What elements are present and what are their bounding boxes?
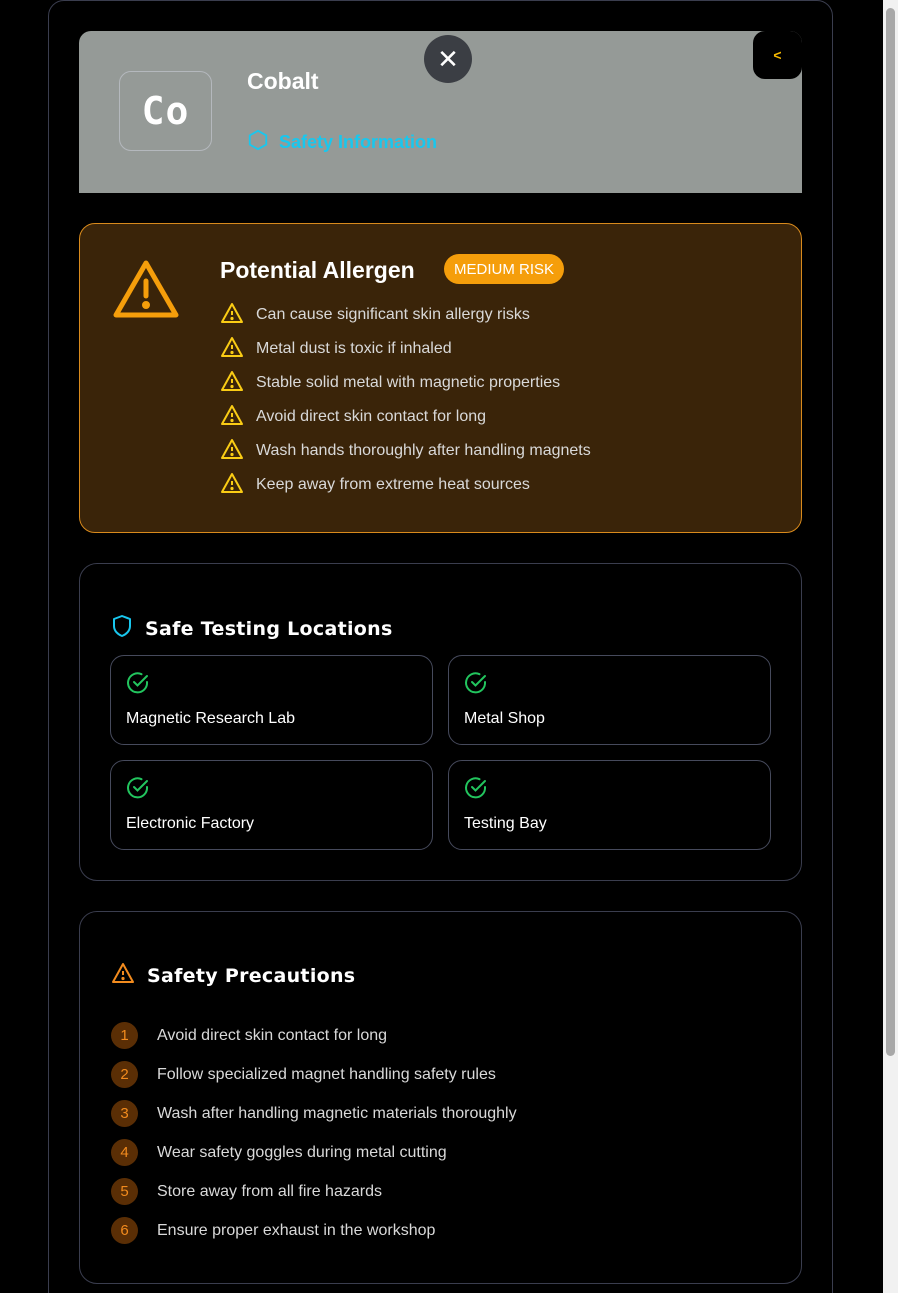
safety-precautions-card [79, 911, 802, 1284]
location-label: Testing Bay [464, 815, 547, 832]
precaution-item [111, 1055, 517, 1094]
step-number: 1 [111, 1022, 138, 1049]
check-circle-icon [126, 671, 150, 700]
location-card[interactable] [448, 655, 771, 745]
safety-info-label: Safety Information [279, 132, 438, 152]
precaution-item [111, 1211, 517, 1250]
precautions-list [111, 1016, 517, 1250]
chevron-left-icon: < [773, 47, 782, 63]
location-card[interactable] [110, 760, 433, 850]
warning-icon [220, 302, 244, 329]
check-circle-icon [464, 671, 488, 700]
step-number: 2 [111, 1061, 138, 1088]
location-card[interactable] [448, 760, 771, 850]
precaution-item [111, 1094, 517, 1133]
safe-locations-title: Safe Testing Locations [145, 617, 393, 640]
warning-triangle-icon [111, 962, 135, 989]
warning-icon [220, 404, 244, 431]
warning-text: Stable solid metal with magnetic properties [256, 374, 561, 391]
location-label: Metal Shop [464, 710, 545, 727]
warning-item [220, 366, 591, 400]
warning-text: Wash hands thoroughly after handling magnets [256, 442, 591, 459]
safe-locations-card [79, 563, 802, 881]
element-name: Cobalt [247, 68, 319, 94]
warning-text: Can cause significant skin allergy risks [256, 306, 530, 323]
hexagon-icon [247, 129, 269, 156]
warning-item [220, 434, 591, 468]
precaution-text: Avoid direct skin contact for long [157, 1026, 388, 1044]
warning-item [220, 400, 591, 434]
warning-item [220, 298, 591, 332]
precaution-item [111, 1172, 517, 1211]
precaution-text: Store away from all fire hazards [157, 1182, 382, 1200]
close-button[interactable] [424, 35, 472, 83]
warning-icon [220, 438, 244, 465]
precaution-text: Wash after handling magnetic materials thoroughly [157, 1104, 517, 1122]
warning-icon [220, 472, 244, 499]
scrollbar-thumb[interactable] [886, 8, 895, 1056]
warning-text: Keep away from extreme heat sources [256, 476, 530, 493]
safety-info-heading [247, 129, 437, 156]
back-button[interactable] [753, 31, 802, 79]
allergen-warning-list [220, 298, 591, 502]
step-number: 6 [111, 1217, 138, 1244]
location-card[interactable] [110, 655, 433, 745]
precaution-item [111, 1016, 517, 1055]
check-circle-icon [464, 776, 488, 805]
location-label: Magnetic Research Lab [126, 710, 295, 727]
step-number: 4 [111, 1139, 138, 1166]
allergen-title: Potential Allergen [220, 257, 415, 283]
precaution-text: Follow specialized magnet handling safety rules [157, 1065, 496, 1083]
warning-icon [220, 336, 244, 363]
allergen-panel [79, 223, 802, 533]
location-label: Electronic Factory [126, 815, 255, 832]
risk-badge: MEDIUM RISK [444, 254, 564, 284]
step-number: 5 [111, 1178, 138, 1205]
warning-text: Avoid direct skin contact for long [256, 408, 487, 425]
warning-icon [220, 370, 244, 397]
warning-triangle-icon [112, 258, 180, 325]
warning-item [220, 332, 591, 366]
precautions-heading [111, 962, 355, 989]
safe-locations-heading [111, 614, 393, 643]
check-circle-icon [126, 776, 150, 805]
shield-icon [111, 614, 133, 643]
step-number: 3 [111, 1100, 138, 1127]
warning-item [220, 468, 591, 502]
precautions-title: Safety Precautions [147, 964, 356, 987]
warning-text: Metal dust is toxic if inhaled [256, 340, 452, 357]
precaution-text: Ensure proper exhaust in the workshop [157, 1221, 436, 1239]
close-icon: ✕ [437, 43, 459, 74]
precaution-text: Wear safety goggles during metal cutting [157, 1143, 447, 1161]
precaution-item [111, 1133, 517, 1172]
element-symbol: Co [119, 71, 212, 151]
